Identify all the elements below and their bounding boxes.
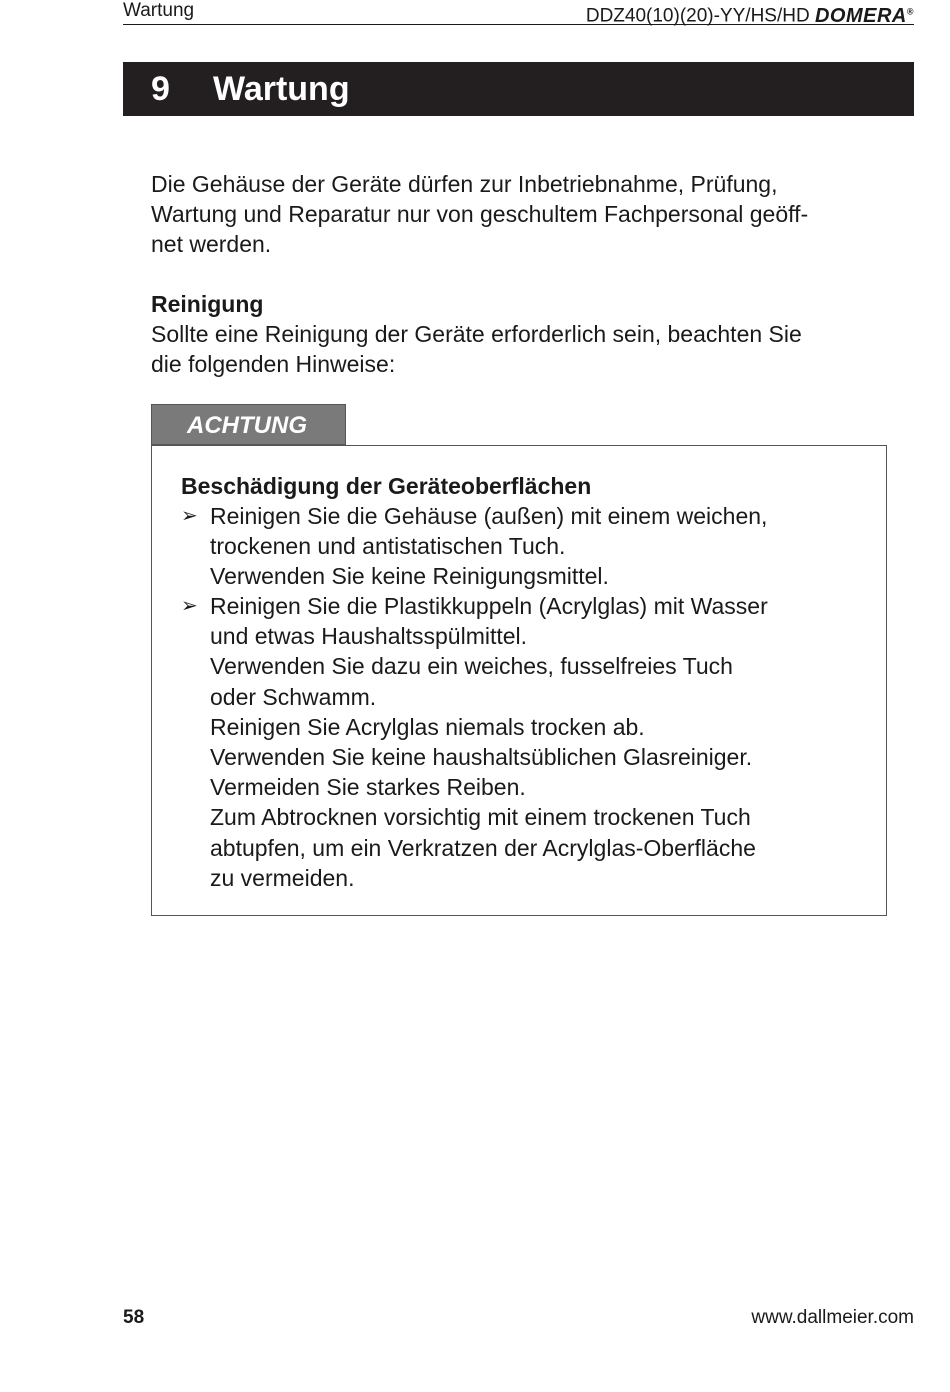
- cleaning-heading: Reinigung: [151, 291, 264, 317]
- header-section-title: Wartung: [123, 0, 195, 21]
- bullet-line: oder Schwamm.: [210, 683, 377, 710]
- bullet-line: Reinigen Sie die Plastikkuppeln (Acrylglas) mit Wasser: [210, 593, 768, 619]
- intro-line: Die Gehäuse der Geräte dürfen zur Inbetriebnahme, Prüfung,: [151, 171, 778, 197]
- chapter-heading-bar: [123, 62, 914, 116]
- intro-paragraph: [151, 169, 891, 259]
- arrow-bullet-icon: ➢: [181, 595, 198, 617]
- bullet-line: trockenen und antistatischen Tuch.: [210, 533, 566, 560]
- intro-line: Wartung und Reparatur nur von geschultem Fachpersonal geöff-: [151, 201, 809, 227]
- page-header: [123, 0, 914, 25]
- bullet-line: Reinigen Sie die Gehäuse (außen) mit einem weichen,: [210, 503, 768, 529]
- bullet-line: und etwas Haushaltsspülmittel.: [210, 623, 528, 650]
- brand-logo: DOMERA®: [814, 4, 914, 27]
- bullet-line: abtupfen, um ein Verkratzen der Acrylglas-Oberfläche: [210, 834, 756, 861]
- warning-heading: Beschädigung der Geräteoberflächen: [181, 473, 592, 499]
- chapter-title: Wartung: [213, 70, 350, 108]
- bullet-line: Zum Abtrocknen vorsichtig mit einem trockenen Tuch: [210, 804, 751, 831]
- warning-box: [151, 445, 887, 916]
- warning-bullet: [181, 501, 861, 592]
- bullet-line: Vermeiden Sie starkes Reiben.: [210, 774, 526, 801]
- bullet-line: Verwenden Sie keine haushaltsüblichen Glasreiniger.: [210, 744, 753, 771]
- warning-bullet: [181, 591, 861, 893]
- chapter-number: 9: [151, 70, 170, 108]
- cleaning-line: Sollte eine Reinigung der Geräte erforderlich sein, beachten Sie: [151, 321, 802, 347]
- intro-line: net werden.: [151, 231, 272, 257]
- arrow-bullet-icon: ➢: [181, 505, 198, 527]
- warning-label: ACHTUNG: [151, 404, 346, 445]
- header-model-info: [586, 0, 914, 28]
- bullet-line: Verwenden Sie dazu ein weiches, fusselfreies Tuch: [210, 653, 733, 680]
- cleaning-line: die folgenden Hinweise:: [151, 351, 396, 377]
- footer-url: www.dallmeier.com: [751, 1307, 914, 1328]
- bullet-line: zu vermeiden.: [210, 864, 355, 891]
- bullet-line: Verwenden Sie keine Reinigungsmittel.: [210, 563, 609, 590]
- page-number: 58: [123, 1307, 145, 1328]
- bullet-line: Reinigen Sie Acrylglas niemals trocken ab.: [210, 713, 645, 740]
- header-model: DDZ40(10)(20)-YY/HS/HD: [585, 5, 810, 27]
- cleaning-paragraph: [151, 319, 891, 379]
